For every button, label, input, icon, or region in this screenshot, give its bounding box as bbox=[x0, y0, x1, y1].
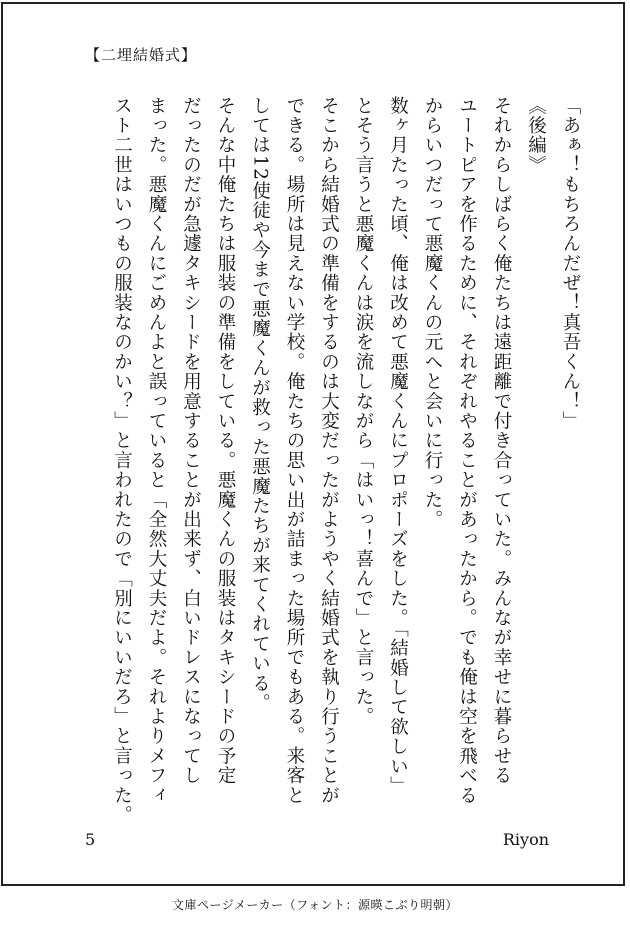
text-line: しては12使徒や今まで悪魔くんが救った悪魔たちが来てくれている。 bbox=[249, 96, 271, 713]
text-line: 《後編》 bbox=[525, 96, 547, 175]
text-line: だったのだが急遽タキシードを用意することが出来ず、白いドレスになってし bbox=[180, 96, 202, 786]
text-line: そこから結婚式の準備をするのは大変だったがようやく結婚式を執り行うことが bbox=[318, 96, 340, 806]
text-line: そんな中俺たちは服装の準備をしている。悪魔くんの服装はタキシードの予定 bbox=[215, 96, 236, 786]
page-frame bbox=[1, 2, 625, 886]
author-name: Riyon bbox=[502, 830, 549, 849]
text-line: ユートピアを作るために、それぞれやることがあったから。でも俺は空を飛べる bbox=[456, 96, 478, 806]
text-line: まった。悪魔くんにごめんよと誤っていると「全然大丈夫だよ。それよりメフィ bbox=[146, 96, 167, 806]
text-line: 数ヶ月たった頃、俺は改めて悪魔くんにプロポーズをした。「結婚して欲しい」 bbox=[387, 96, 409, 796]
series-title: 【二埋結婚式】 bbox=[85, 46, 198, 64]
text-line: スト二世はいつもの服装なのかい？」と言われたので「別にいいだろ」と言った。 bbox=[111, 96, 133, 825]
body-text bbox=[87, 96, 587, 825]
text-line: それからしばらく俺たちは遠距離で付き合っていた。みんなが幸せに暮らせる bbox=[491, 96, 512, 786]
text-line: とそう言うと悪魔くんは涙を流しながら「はいっ！喜んで」と言った。 bbox=[353, 96, 374, 727]
text-line: からいつだって悪魔くんの元へと会いに行った。 bbox=[422, 96, 443, 530]
text-line: 「あぁ！もちろんだぜ！真吾くん！」 bbox=[560, 96, 581, 431]
text-line: できる。場所は見えない学校。俺たちの思い出が詰まった場所でもある。来客と bbox=[284, 96, 305, 806]
footer-caption: 文庫ページメーカー（フォント：源暎こぶり明朝） bbox=[171, 898, 459, 912]
page-number: 5 bbox=[85, 830, 96, 849]
